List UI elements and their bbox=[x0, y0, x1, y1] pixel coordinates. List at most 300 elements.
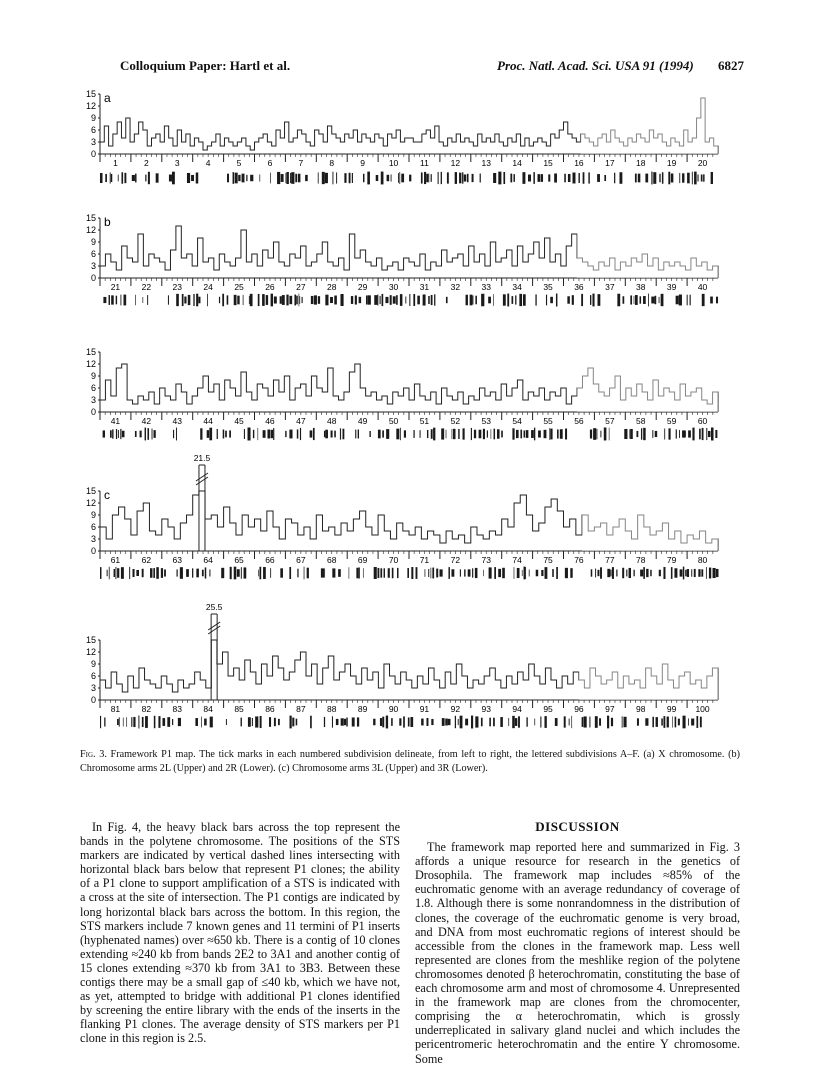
break-slash bbox=[208, 622, 220, 630]
break-slash bbox=[196, 473, 208, 481]
category-label: 79 bbox=[666, 555, 677, 565]
bar bbox=[207, 146, 211, 154]
category-label: 6 bbox=[267, 158, 273, 168]
bar bbox=[398, 396, 403, 412]
bar bbox=[127, 400, 132, 412]
bar bbox=[323, 668, 329, 700]
category-label: 9 bbox=[360, 158, 366, 168]
bar bbox=[421, 539, 427, 551]
bar bbox=[499, 142, 503, 154]
bar bbox=[576, 535, 582, 551]
bar bbox=[366, 262, 371, 278]
bar bbox=[220, 146, 224, 154]
bar bbox=[203, 262, 208, 278]
bar bbox=[518, 672, 524, 700]
category-label: 15 bbox=[543, 158, 553, 168]
bar bbox=[280, 138, 284, 154]
bar bbox=[434, 535, 440, 551]
bar bbox=[199, 142, 203, 154]
bar bbox=[165, 270, 170, 278]
bar bbox=[514, 503, 520, 551]
panel-c-lower bbox=[78, 600, 738, 730]
bar bbox=[572, 234, 577, 278]
bar bbox=[458, 535, 464, 551]
bar bbox=[555, 254, 560, 278]
bar bbox=[507, 250, 512, 278]
bar bbox=[173, 146, 177, 154]
bar bbox=[154, 404, 159, 412]
bar bbox=[414, 266, 419, 278]
bar bbox=[329, 527, 335, 551]
bar bbox=[496, 400, 501, 412]
category-label: 21 bbox=[110, 282, 121, 292]
bar bbox=[479, 684, 485, 700]
break-slash bbox=[208, 626, 220, 634]
bar bbox=[100, 527, 106, 551]
bar bbox=[311, 376, 316, 412]
bar bbox=[516, 134, 520, 154]
bar bbox=[278, 668, 284, 700]
bar bbox=[367, 680, 373, 700]
bar bbox=[301, 384, 306, 412]
bar bbox=[312, 664, 318, 700]
bar bbox=[172, 692, 178, 700]
category-label: 39 bbox=[666, 282, 677, 292]
bar bbox=[198, 388, 203, 412]
bar bbox=[293, 138, 297, 154]
bar bbox=[339, 672, 345, 700]
category-label: 25 bbox=[234, 282, 244, 292]
category-label: 18 bbox=[636, 158, 646, 168]
bar bbox=[125, 519, 131, 551]
bar bbox=[366, 396, 371, 412]
bar bbox=[345, 134, 349, 154]
bar bbox=[426, 130, 430, 154]
bar bbox=[242, 138, 246, 154]
bar bbox=[256, 684, 262, 700]
bar bbox=[187, 515, 193, 551]
bar bbox=[445, 672, 451, 700]
bar bbox=[425, 270, 430, 278]
bar bbox=[461, 142, 465, 154]
bar bbox=[164, 126, 168, 154]
y-tick-label: 3 bbox=[90, 137, 96, 147]
break-slash bbox=[196, 477, 208, 485]
y-tick-label: 12 bbox=[85, 498, 96, 508]
bar bbox=[507, 396, 512, 412]
bar bbox=[143, 503, 149, 551]
bar bbox=[222, 652, 228, 700]
bar bbox=[205, 519, 211, 551]
bar bbox=[242, 515, 248, 551]
bar bbox=[370, 142, 374, 154]
bar bbox=[195, 672, 201, 700]
bar bbox=[138, 396, 143, 412]
category-label: 10 bbox=[388, 158, 399, 168]
category-label: 37 bbox=[605, 282, 615, 292]
bar bbox=[149, 531, 155, 551]
figure-caption bbox=[80, 748, 740, 776]
bar bbox=[534, 676, 540, 700]
bar bbox=[431, 262, 436, 278]
bar bbox=[418, 142, 422, 154]
bar bbox=[401, 672, 407, 700]
bar bbox=[393, 392, 398, 412]
category-label: 28 bbox=[327, 282, 337, 292]
bar bbox=[279, 539, 285, 551]
bar bbox=[245, 660, 251, 700]
category-label: 31 bbox=[419, 282, 430, 292]
bar bbox=[550, 262, 555, 278]
panel-a bbox=[78, 86, 738, 198]
bar bbox=[255, 142, 259, 154]
bar bbox=[184, 688, 190, 700]
bar bbox=[501, 258, 506, 278]
bar bbox=[355, 258, 360, 278]
bar bbox=[246, 392, 251, 412]
y-tick-label: 12 bbox=[85, 359, 96, 369]
bar bbox=[261, 531, 267, 551]
y-tick-label: 6 bbox=[90, 125, 96, 135]
bar bbox=[302, 134, 306, 154]
bar bbox=[295, 388, 300, 412]
bar bbox=[526, 515, 532, 551]
bar bbox=[228, 676, 234, 700]
bar bbox=[392, 138, 396, 154]
bar bbox=[139, 122, 143, 154]
bar bbox=[267, 676, 273, 700]
bar bbox=[328, 262, 333, 278]
bar bbox=[562, 676, 568, 700]
bar bbox=[217, 527, 223, 551]
category-label: 78 bbox=[636, 555, 646, 565]
bar bbox=[478, 134, 482, 154]
category-label: 58 bbox=[636, 416, 646, 426]
bar bbox=[181, 392, 186, 412]
polytene-bands bbox=[103, 294, 718, 307]
bar bbox=[257, 384, 262, 412]
bar bbox=[250, 672, 256, 700]
bar bbox=[322, 531, 328, 551]
bar bbox=[382, 396, 387, 412]
category-label: 99 bbox=[666, 704, 677, 714]
bar bbox=[259, 138, 263, 154]
bar bbox=[539, 258, 544, 278]
bar bbox=[273, 527, 279, 551]
category-label: 82 bbox=[141, 704, 152, 714]
bar bbox=[551, 499, 557, 551]
faded-region bbox=[579, 640, 718, 700]
faded-region bbox=[577, 218, 718, 278]
bar bbox=[239, 680, 245, 700]
bar bbox=[200, 680, 206, 700]
bar bbox=[397, 523, 403, 551]
bar bbox=[133, 262, 138, 278]
category-label: 26 bbox=[265, 282, 275, 292]
bar bbox=[540, 684, 546, 700]
category-label: 85 bbox=[234, 704, 244, 714]
bar bbox=[316, 515, 322, 551]
bar bbox=[160, 262, 165, 278]
bar bbox=[225, 262, 230, 278]
category-label: 49 bbox=[357, 416, 368, 426]
bar bbox=[388, 134, 392, 154]
category-label: 32 bbox=[450, 282, 461, 292]
bar bbox=[143, 130, 147, 154]
category-label: 27 bbox=[296, 282, 306, 292]
bar bbox=[425, 400, 430, 412]
bar bbox=[174, 539, 180, 551]
bar bbox=[341, 523, 347, 551]
y-tick-label: 0 bbox=[90, 149, 96, 159]
bar bbox=[306, 396, 311, 412]
bar bbox=[248, 527, 254, 551]
y-tick-label: 0 bbox=[90, 546, 96, 556]
bar bbox=[290, 400, 295, 412]
y-tick-label: 9 bbox=[90, 659, 96, 669]
bar bbox=[128, 676, 134, 700]
bar bbox=[440, 688, 446, 700]
bar bbox=[156, 535, 162, 551]
bar bbox=[371, 266, 376, 278]
bar bbox=[496, 262, 501, 278]
bar bbox=[528, 392, 533, 412]
bar bbox=[387, 404, 392, 412]
bar bbox=[393, 262, 398, 278]
category-label: 96 bbox=[574, 704, 584, 714]
category-label: 75 bbox=[543, 555, 553, 565]
bar bbox=[414, 384, 419, 412]
bar bbox=[263, 388, 268, 412]
category-label: 24 bbox=[203, 282, 213, 292]
bar bbox=[252, 400, 257, 412]
category-label: 1 bbox=[113, 158, 118, 168]
bar bbox=[542, 142, 546, 154]
bar bbox=[156, 134, 160, 154]
bar bbox=[328, 656, 334, 700]
bar bbox=[489, 531, 495, 551]
bar bbox=[456, 664, 462, 700]
bar bbox=[145, 680, 151, 700]
bar bbox=[292, 523, 298, 551]
category-label: 11 bbox=[420, 158, 429, 168]
category-label: 54 bbox=[512, 416, 522, 426]
panel-letter: c bbox=[104, 488, 110, 502]
bar bbox=[564, 527, 570, 551]
category-label: 35 bbox=[543, 282, 553, 292]
category-label: 81 bbox=[110, 704, 121, 714]
bar bbox=[236, 258, 241, 278]
bar bbox=[448, 138, 452, 154]
category-label: 94 bbox=[512, 704, 522, 714]
page-number: 6827 bbox=[718, 58, 744, 73]
category-label: 40 bbox=[697, 282, 708, 292]
bar bbox=[304, 527, 310, 551]
bar bbox=[496, 535, 502, 551]
bar bbox=[477, 535, 483, 551]
bar bbox=[566, 404, 571, 412]
bar bbox=[512, 684, 518, 700]
bar bbox=[467, 688, 473, 700]
bar bbox=[301, 246, 306, 278]
category-label: 95 bbox=[543, 704, 553, 714]
bar bbox=[479, 254, 484, 278]
bar bbox=[192, 396, 197, 412]
bar bbox=[117, 684, 123, 700]
bar bbox=[216, 134, 220, 154]
category-label: 87 bbox=[296, 704, 306, 714]
bar bbox=[208, 392, 213, 412]
bar bbox=[181, 258, 186, 278]
bar bbox=[539, 523, 545, 551]
bar bbox=[465, 543, 471, 551]
bar bbox=[339, 258, 344, 278]
y-tick-label: 9 bbox=[90, 113, 96, 123]
bar bbox=[186, 134, 190, 154]
bar bbox=[409, 262, 414, 278]
category-label: 2 bbox=[143, 158, 149, 168]
bar bbox=[517, 380, 522, 412]
category-label: 20 bbox=[697, 158, 708, 168]
bar bbox=[360, 250, 365, 278]
bar bbox=[230, 523, 236, 551]
bar bbox=[451, 684, 457, 700]
category-label: 69 bbox=[357, 555, 368, 565]
bar bbox=[353, 130, 357, 154]
bar bbox=[512, 266, 517, 278]
bar bbox=[289, 672, 295, 700]
bar bbox=[423, 684, 429, 700]
bar bbox=[134, 134, 138, 154]
bar bbox=[546, 146, 550, 154]
bar bbox=[557, 688, 563, 700]
bar bbox=[533, 142, 537, 154]
category-label: 56 bbox=[574, 416, 584, 426]
category-label: 72 bbox=[450, 555, 461, 565]
y-tick-label: 3 bbox=[90, 261, 96, 271]
category-label: 3 bbox=[174, 158, 180, 168]
bar bbox=[353, 519, 359, 551]
bar bbox=[306, 266, 311, 278]
panel-b-lower bbox=[78, 340, 738, 452]
bar bbox=[379, 138, 383, 154]
bar bbox=[198, 238, 203, 278]
bar bbox=[147, 146, 151, 154]
bar bbox=[474, 400, 479, 412]
bar bbox=[469, 142, 473, 154]
bar bbox=[126, 118, 130, 154]
faded-region bbox=[581, 94, 718, 154]
bar bbox=[284, 266, 289, 278]
bar bbox=[412, 688, 418, 700]
bar bbox=[502, 519, 508, 551]
bar bbox=[545, 668, 551, 700]
bar bbox=[138, 234, 143, 278]
bar bbox=[211, 640, 217, 700]
bar bbox=[194, 138, 198, 154]
category-label: 88 bbox=[327, 704, 337, 714]
break-value-label: 21.5 bbox=[193, 455, 211, 463]
bar bbox=[501, 384, 506, 412]
bar bbox=[187, 254, 192, 278]
bar bbox=[452, 258, 457, 278]
bar bbox=[382, 270, 387, 278]
bar bbox=[358, 142, 362, 154]
category-label: 44 bbox=[203, 416, 213, 426]
bar bbox=[561, 266, 566, 278]
bar bbox=[446, 531, 452, 551]
bar bbox=[533, 531, 539, 551]
bar bbox=[130, 142, 134, 154]
bar bbox=[463, 404, 468, 412]
category-label: 17 bbox=[605, 158, 615, 168]
bar bbox=[298, 535, 304, 551]
bar bbox=[431, 392, 436, 412]
bar bbox=[458, 392, 463, 412]
category-label: 61 bbox=[110, 555, 121, 565]
bar bbox=[267, 142, 271, 154]
bar bbox=[371, 392, 376, 412]
bar bbox=[576, 142, 580, 154]
bar bbox=[152, 138, 156, 154]
figure-label: Fig. 3. bbox=[80, 749, 107, 760]
bar bbox=[390, 539, 396, 551]
bar bbox=[168, 527, 174, 551]
bar bbox=[551, 680, 557, 700]
bar bbox=[257, 266, 262, 278]
bar bbox=[217, 664, 223, 700]
bar bbox=[111, 672, 117, 700]
bar bbox=[133, 404, 138, 412]
category-label: 41 bbox=[110, 416, 121, 426]
category-label: 64 bbox=[203, 555, 213, 565]
category-label: 93 bbox=[481, 704, 491, 714]
bar bbox=[203, 150, 207, 154]
category-label: 23 bbox=[172, 282, 182, 292]
bar bbox=[551, 134, 555, 154]
category-label: 57 bbox=[605, 416, 615, 426]
bar bbox=[149, 392, 154, 412]
bar bbox=[284, 680, 290, 700]
category-label: 51 bbox=[419, 416, 430, 426]
bar bbox=[193, 495, 199, 551]
bar bbox=[176, 384, 181, 412]
bar bbox=[355, 364, 360, 412]
section-heading: DISCUSSION bbox=[535, 819, 620, 834]
category-label: 77 bbox=[605, 555, 615, 565]
bar bbox=[572, 138, 576, 154]
bar bbox=[561, 388, 566, 412]
y-tick-label: 12 bbox=[85, 225, 96, 235]
y-tick-label: 0 bbox=[90, 273, 96, 283]
bar bbox=[315, 130, 319, 154]
right-column bbox=[415, 820, 740, 1066]
category-label: 38 bbox=[636, 282, 646, 292]
bar bbox=[285, 519, 291, 551]
bar bbox=[344, 270, 349, 278]
category-label: 73 bbox=[481, 555, 491, 565]
bar bbox=[564, 122, 568, 154]
chart-a-svg bbox=[78, 86, 738, 198]
category-label: 62 bbox=[141, 555, 152, 565]
bar bbox=[428, 531, 434, 551]
bar bbox=[555, 396, 560, 412]
category-label: 55 bbox=[543, 416, 553, 426]
category-label: 34 bbox=[512, 282, 522, 292]
bar bbox=[491, 142, 495, 154]
bar bbox=[538, 138, 542, 154]
bar bbox=[483, 539, 489, 551]
